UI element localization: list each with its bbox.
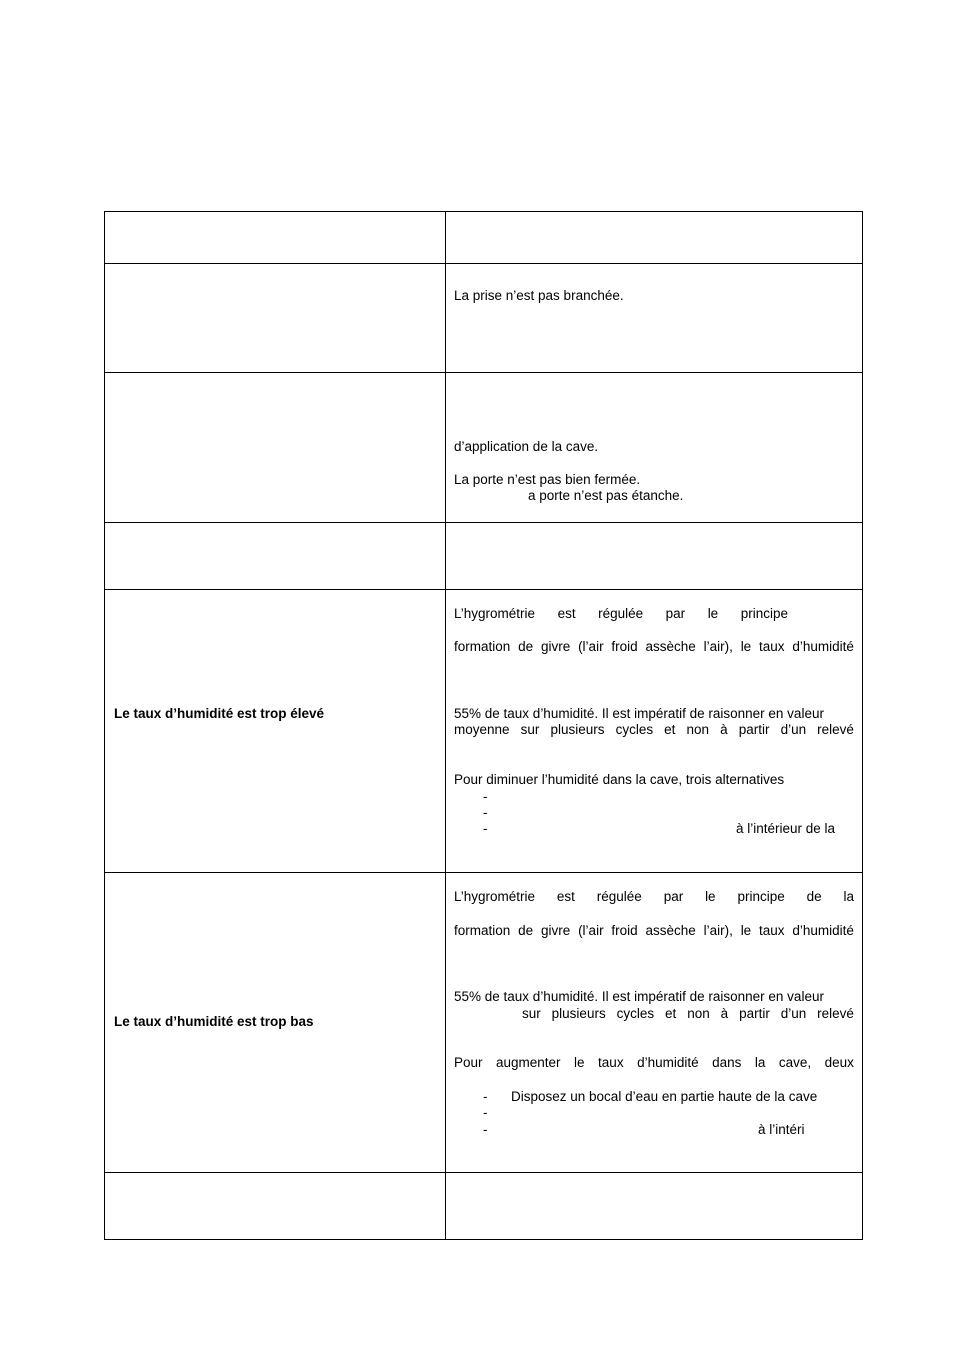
table-row [105, 212, 862, 263]
justified-line: L’hygrométrie est régulée par le principe de la [454, 889, 854, 904]
table-cell [105, 590, 446, 872]
table-cell [446, 873, 862, 1172]
list-bullet: - [483, 1105, 488, 1120]
table-cell [446, 1173, 862, 1239]
cell-text: d’application de la cave. [454, 439, 599, 454]
table-cell [105, 264, 446, 372]
table-cell [105, 1173, 446, 1239]
row-label: Le taux d’humidité est trop élevé [114, 706, 325, 721]
table-cell [105, 873, 446, 1172]
cell-text: 55% de taux d’humidité. Il est impératif de raisonner en valeur [454, 989, 824, 1004]
table-row [105, 522, 862, 589]
table-cell [446, 264, 862, 372]
justified-line: formation de givre (l’air froid assèche l’air), le taux d’humidité [454, 923, 854, 938]
table-cell [446, 590, 862, 872]
justified-line: formation de givre (l’air froid assèche l’air), le taux d’humidité [454, 639, 854, 654]
table-cell [446, 523, 862, 589]
table-row [105, 372, 862, 522]
table-cell [105, 212, 446, 263]
table-cell [446, 373, 862, 522]
table-row [105, 1172, 862, 1239]
cell-text: à l’intérieur de la [736, 821, 836, 836]
cell-text: Pour diminuer l’humidité dans la cave, trois alternatives [454, 772, 785, 787]
table-row [105, 589, 862, 872]
justified-line: moyenne sur plusieurs cycles et non à partir d’un relevé [454, 722, 854, 737]
cell-text: 55% de taux d’humidité. Il est impératif de raisonner en valeur [454, 706, 824, 721]
list-bullet: - [483, 805, 488, 820]
cell-text: Disposez un bocal d’eau en partie haute de la cave [511, 1089, 818, 1104]
justified-line: L’hygrométrie est régulée par le principe [454, 606, 788, 621]
list-bullet: - [483, 1122, 488, 1137]
justified-line: Pour augmenter le taux d’humidité dans la cave, deux [454, 1055, 854, 1070]
table-row [105, 872, 862, 1172]
table-cell [105, 373, 446, 522]
row-label: Le taux d’humidité est trop bas [114, 1014, 314, 1029]
list-bullet: - [483, 789, 488, 804]
table-row [105, 263, 862, 372]
list-bullet: - [483, 821, 488, 836]
table-cell [446, 212, 862, 263]
cell-text: a porte n’est pas étanche. [528, 488, 684, 503]
cell-text: à l’intéri [758, 1122, 805, 1137]
troubleshooting-table [104, 211, 863, 1240]
justified-line: sur plusieurs cycles et non à partir d’un relevé [522, 1006, 854, 1021]
table-cell [105, 523, 446, 589]
list-bullet: - [483, 1089, 488, 1104]
cell-text: La prise n’est pas branchée. [454, 288, 624, 303]
cell-text: La porte n’est pas bien fermée. [454, 472, 641, 487]
